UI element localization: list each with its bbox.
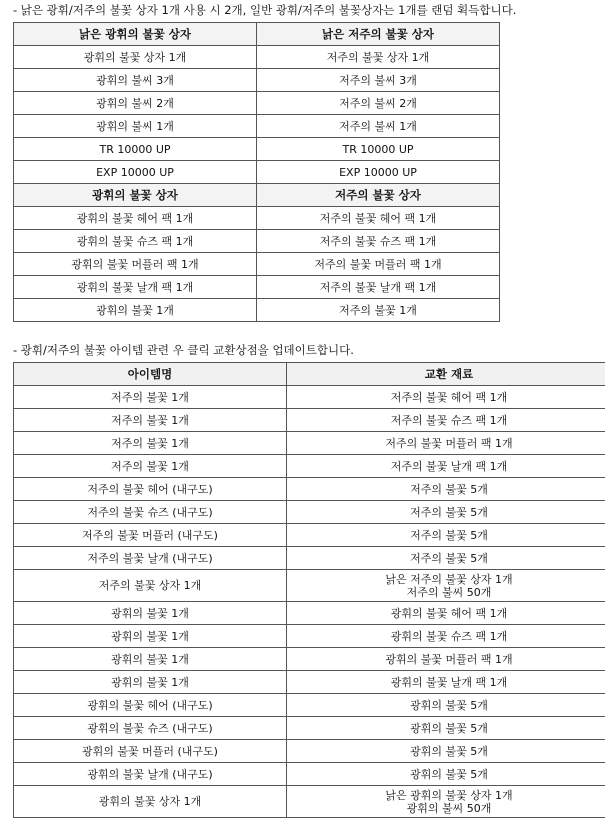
table-cell: EXP 10000 UP bbox=[257, 161, 500, 184]
table-row bbox=[14, 524, 605, 547]
table-row bbox=[14, 230, 500, 253]
item-name-cell: 저주의 불꽃 날개 (내구도) bbox=[14, 547, 287, 570]
table-cell: 광휘의 불꽃 1개 bbox=[14, 299, 257, 322]
table-cell: 광휘의 불씨 1개 bbox=[14, 115, 257, 138]
table-row bbox=[14, 570, 605, 602]
note-box-random-rewards: - 낡은 광휘/저주의 불꽃 상자 1개 사용 시 2개, 일반 광휘/저주의 불꽃상자는 1개를 랜덤 획득합니다. bbox=[13, 3, 517, 17]
table-cell: EXP 10000 UP bbox=[14, 161, 257, 184]
table-row bbox=[14, 671, 605, 694]
item-name-cell: 광휘의 불꽃 날개 (내구도) bbox=[14, 763, 287, 786]
table-cell: 광휘의 불꽃 슈즈 팩 1개 bbox=[14, 230, 257, 253]
table-row bbox=[14, 161, 500, 184]
table-row bbox=[14, 648, 605, 671]
exchange-material-cell bbox=[287, 409, 605, 432]
table-row bbox=[14, 625, 605, 648]
exchange-material-line: 광휘의 불꽃 헤어 팩 1개 bbox=[390, 607, 508, 620]
table-cell: 저주의 불꽃 상자 1개 bbox=[257, 46, 500, 69]
exchange-material-cell bbox=[287, 524, 605, 547]
section-header-cell: 광휘의 불꽃 상자 bbox=[14, 184, 257, 207]
exchange-material-line: 저주의 불꽃 5개 bbox=[410, 483, 488, 496]
table-row bbox=[14, 432, 605, 455]
item-name-cell: 광휘의 불꽃 상자 1개 bbox=[14, 786, 287, 818]
table-cell: 저주의 불씨 2개 bbox=[257, 92, 500, 115]
item-name-cell: 광휘의 불꽃 1개 bbox=[14, 625, 287, 648]
item-name-cell: 광휘의 불꽃 1개 bbox=[14, 648, 287, 671]
item-name-cell: 저주의 불꽃 1개 bbox=[14, 409, 287, 432]
table-cell: 저주의 불꽃 헤어 팩 1개 bbox=[257, 207, 500, 230]
table-row bbox=[14, 786, 605, 818]
note-exchange-shop-update: - 광휘/저주의 불꽃 아이템 관련 우 클릭 교환상점을 업데이트합니다. bbox=[13, 343, 354, 357]
table-row bbox=[14, 92, 500, 115]
exchange-material-cell bbox=[287, 432, 605, 455]
exchange-material-line: 광휘의 불꽃 5개 bbox=[410, 745, 488, 758]
table-row bbox=[14, 694, 605, 717]
exchange-material-line: 저주의 불꽃 5개 bbox=[410, 552, 488, 565]
exchange-material-cell bbox=[287, 786, 605, 818]
table-row bbox=[14, 46, 500, 69]
exchange-material-line: 저주의 불꽃 날개 팩 1개 bbox=[390, 460, 508, 473]
exchange-material-cell bbox=[287, 740, 605, 763]
exchange-shop-table bbox=[13, 362, 605, 818]
table-cell: 광휘의 불꽃 헤어 팩 1개 bbox=[14, 207, 257, 230]
exchange-material-line: 광휘의 불꽃 5개 bbox=[410, 699, 488, 712]
table-cell: TR 10000 UP bbox=[257, 138, 500, 161]
item-name-cell: 저주의 불꽃 헤어 (내구도) bbox=[14, 478, 287, 501]
table-row bbox=[14, 409, 605, 432]
exchange-material-cell bbox=[287, 455, 605, 478]
table-header-row bbox=[14, 363, 605, 386]
table-cell: 광휘의 불꽃 날개 팩 1개 bbox=[14, 276, 257, 299]
item-name-cell: 저주의 불꽃 1개 bbox=[14, 386, 287, 409]
item-name-cell: 광휘의 불꽃 1개 bbox=[14, 602, 287, 625]
exchange-material-cell bbox=[287, 570, 605, 602]
table-cell: 광휘의 불꽃 상자 1개 bbox=[14, 46, 257, 69]
exchange-material-cell bbox=[287, 763, 605, 786]
table-row bbox=[14, 386, 605, 409]
exchange-material-cell bbox=[287, 386, 605, 409]
item-name-cell: 저주의 불꽃 1개 bbox=[14, 432, 287, 455]
exchange-material-cell bbox=[287, 478, 605, 501]
section-header-cell: 낡은 저주의 불꽃 상자 bbox=[257, 23, 500, 46]
section-header-row bbox=[14, 23, 500, 46]
table-row bbox=[14, 115, 500, 138]
item-name-cell: 광휘의 불꽃 슈즈 (내구도) bbox=[14, 717, 287, 740]
table-cell: 저주의 불씨 1개 bbox=[257, 115, 500, 138]
exchange-material-line: 저주의 불꽃 헤어 팩 1개 bbox=[390, 391, 508, 404]
table-cell: 저주의 불꽃 1개 bbox=[257, 299, 500, 322]
exchange-material-line: 저주의 불꽃 5개 bbox=[410, 506, 488, 519]
table-cell: 저주의 불씨 3개 bbox=[257, 69, 500, 92]
exchange-material-cell bbox=[287, 625, 605, 648]
table-cell: TR 10000 UP bbox=[14, 138, 257, 161]
section-header-row bbox=[14, 184, 500, 207]
exchange-material-line: 낡은 저주의 불꽃 상자 1개 bbox=[385, 572, 513, 586]
exchange-material-cell bbox=[287, 602, 605, 625]
item-name-cell: 저주의 불꽃 머플러 (내구도) bbox=[14, 524, 287, 547]
item-name-cell: 광휘의 불꽃 1개 bbox=[14, 671, 287, 694]
table-cell: 광휘의 불꽃 머플러 팩 1개 bbox=[14, 253, 257, 276]
item-name-cell: 광휘의 불꽃 헤어 (내구도) bbox=[14, 694, 287, 717]
table-cell: 광휘의 불씨 3개 bbox=[14, 69, 257, 92]
table-row bbox=[14, 717, 605, 740]
table-row bbox=[14, 276, 500, 299]
item-name-cell: 저주의 불꽃 상자 1개 bbox=[14, 570, 287, 602]
box-contents-table bbox=[13, 22, 500, 322]
table-row bbox=[14, 763, 605, 786]
table-row bbox=[14, 740, 605, 763]
table-row bbox=[14, 501, 605, 524]
item-name-cell: 저주의 불꽃 슈즈 (내구도) bbox=[14, 501, 287, 524]
exchange-material-line: 광휘의 불꽃 머플러 팩 1개 bbox=[385, 653, 513, 666]
exchange-material-line: 광휘의 불꽃 날개 팩 1개 bbox=[390, 676, 508, 689]
table-row bbox=[14, 547, 605, 570]
exchange-material-cell bbox=[287, 547, 605, 570]
table-row bbox=[14, 253, 500, 276]
table-cell: 저주의 불꽃 머플러 팩 1개 bbox=[257, 253, 500, 276]
section-header-cell: 낡은 광휘의 불꽃 상자 bbox=[14, 23, 257, 46]
exchange-material-cell bbox=[287, 717, 605, 740]
table-row bbox=[14, 478, 605, 501]
table-row bbox=[14, 602, 605, 625]
exchange-material-cell bbox=[287, 671, 605, 694]
exchange-material-line: 광휘의 불씨 50개 bbox=[406, 801, 492, 815]
exchange-material-cell bbox=[287, 501, 605, 524]
table-row bbox=[14, 69, 500, 92]
table-row bbox=[14, 455, 605, 478]
table-cell: 저주의 불꽃 날개 팩 1개 bbox=[257, 276, 500, 299]
table-cell: 광휘의 불씨 2개 bbox=[14, 92, 257, 115]
column-header-exchange-material: 교환 재료 bbox=[287, 363, 605, 386]
table-row bbox=[14, 207, 500, 230]
table-row bbox=[14, 138, 500, 161]
column-header-item-name: 아이템명 bbox=[14, 363, 287, 386]
exchange-material-cell bbox=[287, 648, 605, 671]
exchange-material-line: 저주의 불꽃 머플러 팩 1개 bbox=[385, 437, 513, 450]
table-cell: 저주의 불꽃 슈즈 팩 1개 bbox=[257, 230, 500, 253]
exchange-material-cell bbox=[287, 694, 605, 717]
exchange-material-line: 저주의 불씨 50개 bbox=[406, 585, 492, 599]
table-row bbox=[14, 299, 500, 322]
item-name-cell: 광휘의 불꽃 머플러 (내구도) bbox=[14, 740, 287, 763]
exchange-material-line: 광휘의 불꽃 슈즈 팩 1개 bbox=[390, 630, 508, 643]
section-header-cell: 저주의 불꽃 상자 bbox=[257, 184, 500, 207]
exchange-material-line: 낡은 광휘의 불꽃 상자 1개 bbox=[385, 788, 513, 802]
item-name-cell: 저주의 불꽃 1개 bbox=[14, 455, 287, 478]
exchange-material-line: 저주의 불꽃 5개 bbox=[410, 529, 488, 542]
exchange-material-line: 저주의 불꽃 슈즈 팩 1개 bbox=[390, 414, 508, 427]
exchange-material-line: 광휘의 불꽃 5개 bbox=[410, 768, 488, 781]
exchange-material-line: 광휘의 불꽃 5개 bbox=[410, 722, 488, 735]
